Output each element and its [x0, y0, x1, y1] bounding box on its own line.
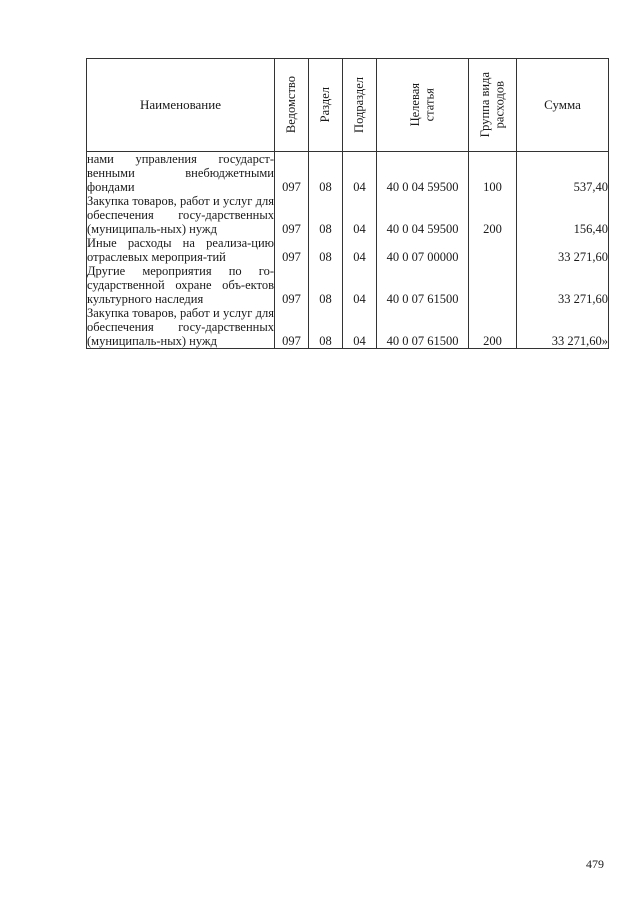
- header-gruppa: [469, 59, 517, 152]
- row-vedomstvo: 097: [275, 194, 309, 236]
- table-row: [87, 152, 609, 195]
- row-vedomstvo: 097: [275, 264, 309, 306]
- row-statya: 40 0 07 00000: [377, 236, 469, 264]
- row-podrazdel: 04: [343, 236, 377, 264]
- header-razdel-text: Раздел: [318, 87, 333, 123]
- row-statya: 40 0 07 61500: [377, 306, 469, 349]
- row-statya: 40 0 04 59500: [377, 194, 469, 236]
- row-podrazdel: 04: [343, 194, 377, 236]
- header-statya: [377, 59, 469, 152]
- header-gruppa-line2: расходов: [492, 81, 507, 129]
- row-gruppa: 200: [469, 306, 517, 349]
- row-statya: 40 0 04 59500: [377, 152, 469, 195]
- header-statya-text: [408, 83, 437, 126]
- row-razdel: 08: [309, 152, 343, 195]
- row-razdel: 08: [309, 236, 343, 264]
- header-summa: Сумма: [517, 59, 609, 152]
- row-razdel: 08: [309, 306, 343, 349]
- row-vedomstvo: 097: [275, 152, 309, 195]
- row-name: Закупка товаров, работ и услуг для обеспечения госу-дарственных (муниципаль-ных) нужд: [87, 306, 274, 348]
- row-summa: 33 271,60: [517, 236, 609, 264]
- row-name: Иные расходы на реализа-цию отраслевых мероприя-тий: [87, 236, 274, 264]
- row-summa: 537,40: [517, 152, 609, 195]
- row-gruppa: [469, 264, 517, 306]
- row-vedomstvo: 097: [275, 236, 309, 264]
- row-razdel: 08: [309, 194, 343, 236]
- row-gruppa: 200: [469, 194, 517, 236]
- row-statya: 40 0 07 61500: [377, 264, 469, 306]
- budget-table: [86, 58, 609, 349]
- row-name: Закупка товаров, работ и услуг для обеспечения госу-дарственных (муниципаль-ных) нужд: [87, 194, 274, 236]
- row-vedomstvo: 097: [275, 306, 309, 349]
- header-podrazdel: [343, 59, 377, 152]
- header-statya-line1: Целевая: [408, 83, 423, 127]
- row-razdel: 08: [309, 264, 343, 306]
- table-row: [87, 264, 609, 306]
- page-number: 479: [586, 857, 604, 871]
- row-gruppa: [469, 236, 517, 264]
- row-podrazdel: 04: [343, 306, 377, 349]
- header-name: Наименование: [87, 59, 275, 152]
- header-statya-line2: статья: [422, 88, 437, 122]
- row-name: Другие мероприятия по го-сударственной охране объ-ектов культурного наследия: [87, 264, 274, 306]
- header-razdel: [309, 59, 343, 152]
- row-gruppa: 100: [469, 152, 517, 195]
- header-gruppa-text: [478, 72, 507, 137]
- row-podrazdel: 04: [343, 152, 377, 195]
- header-vedomstvo: [275, 59, 309, 152]
- table-header-row: [87, 59, 609, 152]
- header-gruppa-line1: Группа вида: [478, 72, 493, 138]
- table-row: [87, 306, 609, 349]
- table-row: [87, 194, 609, 236]
- row-summa: 156,40: [517, 194, 609, 236]
- table-row: [87, 236, 609, 264]
- row-podrazdel: 04: [343, 264, 377, 306]
- header-podrazdel-text: Подраздел: [352, 77, 367, 133]
- row-summa: 33 271,60»: [517, 306, 609, 349]
- row-summa: 33 271,60: [517, 264, 609, 306]
- row-name: нами управления государст-венными внебюджетными фондами: [87, 152, 274, 194]
- header-vedomstvo-text: Ведомство: [284, 76, 299, 134]
